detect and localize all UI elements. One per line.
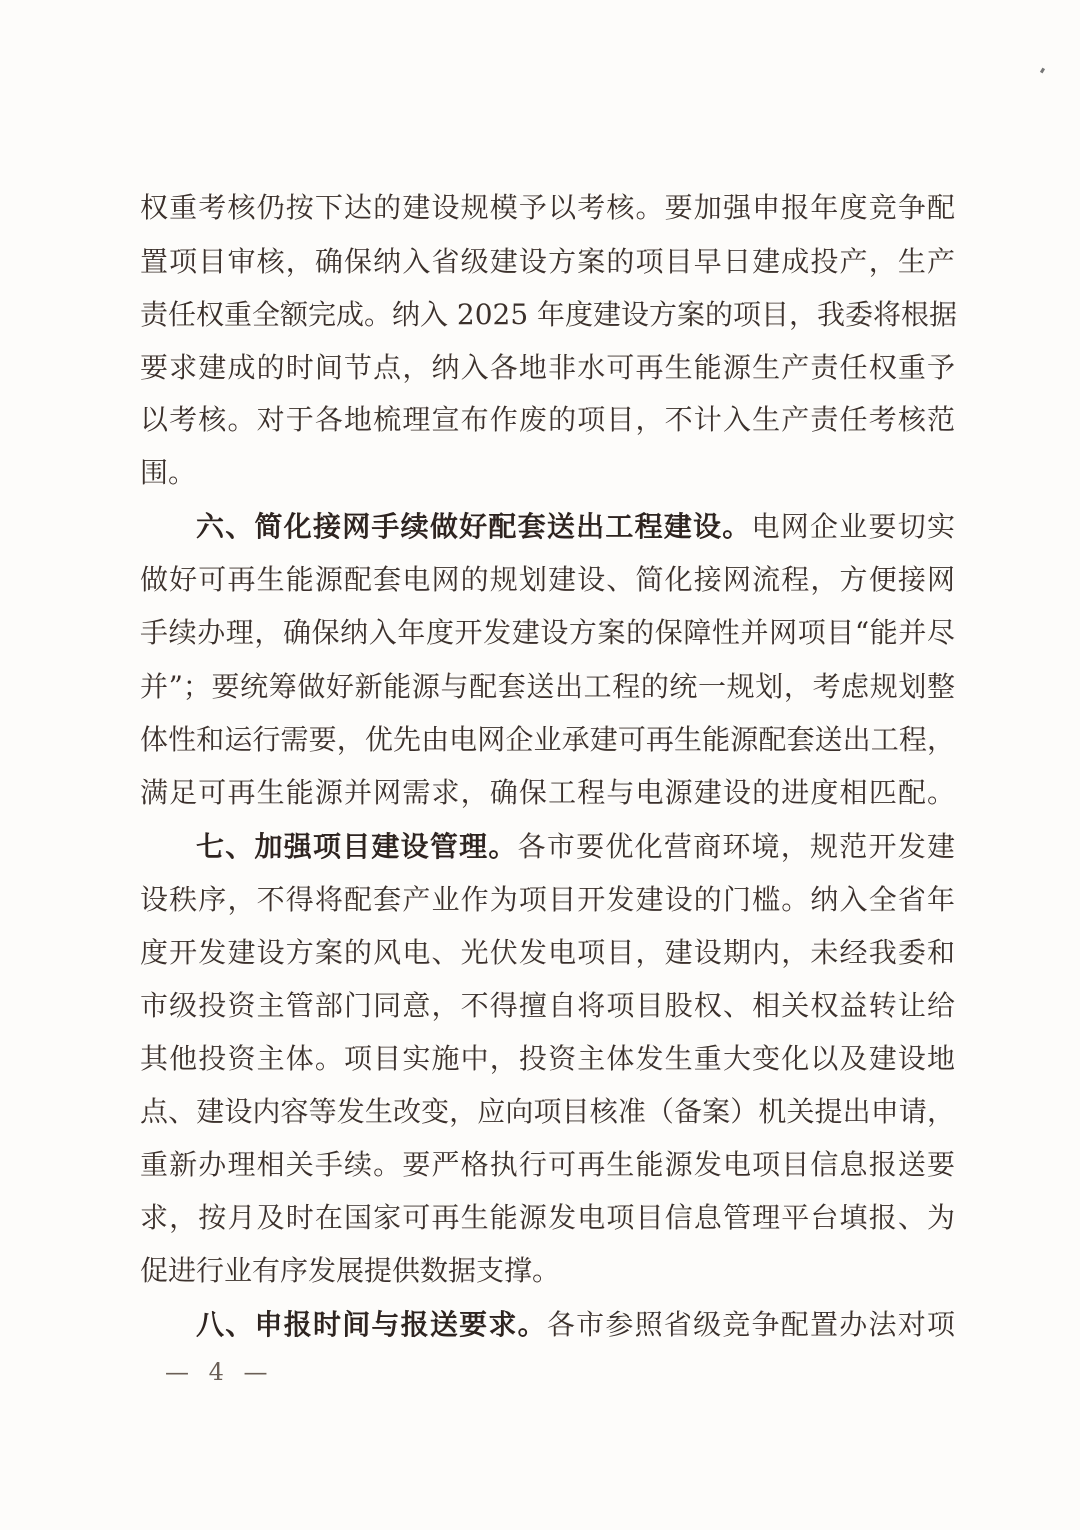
section-seven-first-line: [196, 827, 955, 867]
paragraph-line: 其他投资主体。项目实施中，投资主体发生重大变化以及建设地: [140, 1042, 955, 1075]
paragraph-line: 市级投资主管部门同意，不得擅自将项目股权、相关权益转让给: [140, 989, 955, 1022]
paragraph-text: 电网企业要切实: [751, 510, 955, 543]
paragraph-line: 围。: [140, 456, 197, 489]
paragraph-line: 权重考核仍按下达的建设规模予以考核。要加强申报年度竞争配: [140, 191, 955, 224]
paragraph-line: 设秩序，不得将配套产业作为项目开发建设的门槛。纳入全省年: [140, 883, 955, 916]
paragraph-text: 各市参照省级竞争配置办法对项: [546, 1308, 955, 1341]
section-six-first-line: [196, 507, 955, 547]
paragraph-line: 点、建设内容等发生改变，应向项目核准（备案）机关提出申请，: [140, 1095, 955, 1128]
paragraph-line: 体性和运行需要，优先由电网企业承建可再生能源配套送出工程，: [140, 723, 955, 756]
paragraph-line: 并”；要统筹做好新能源与配套送出工程的统一规划，考虑规划整: [140, 670, 955, 703]
paragraph-line: 做好可再生能源配套电网的规划建设、简化接网流程，方便接网: [140, 563, 955, 596]
paragraph-line: 以考核。对于各地梳理宣布作废的项目，不计入生产责任考核范: [140, 403, 955, 436]
section-eight-first-line: [196, 1305, 955, 1345]
paragraph-line: 置项目审核，确保纳入省级建设方案的项目早日建成投产，生产: [140, 245, 955, 278]
paragraph-line: 手续办理，确保纳入年度开发建设方案的保障性并网项目“能并尽: [140, 616, 955, 649]
paragraph-line: 责任权重全额完成。纳入 2025 年度建设方案的项目，我委将根据: [140, 298, 958, 331]
paragraph-line: 求，按月及时在国家可再生能源发电项目信息管理平台填报、为: [140, 1201, 955, 1234]
section-seven-heading: 七、加强项目建设管理。: [196, 830, 518, 863]
paragraph-line: 满足可再生能源并网需求，确保工程与电源建设的进度相匹配。: [140, 776, 955, 809]
scan-speck: [1040, 68, 1045, 74]
paragraph-line: 度开发建设方案的风电、光伏发电项目，建设期内，未经我委和: [140, 936, 955, 969]
page-number: — 4 —: [165, 1358, 274, 1386]
paragraph-text: 各市要优化营商环境，规范开发建: [517, 830, 955, 863]
paragraph-line: 要求建成的时间节点，纳入各地非水可再生能源生产责任权重予: [140, 351, 955, 384]
section-eight-heading: 八、申报时间与报送要求。: [196, 1308, 547, 1341]
section-six-heading: 六、简化接网手续做好配套送出工程建设。: [196, 510, 752, 543]
paragraph-line: 重新办理相关手续。要严格执行可再生能源发电项目信息报送要: [140, 1148, 955, 1181]
paragraph-line: 促进行业有序发展提供数据支撑。: [140, 1254, 561, 1287]
